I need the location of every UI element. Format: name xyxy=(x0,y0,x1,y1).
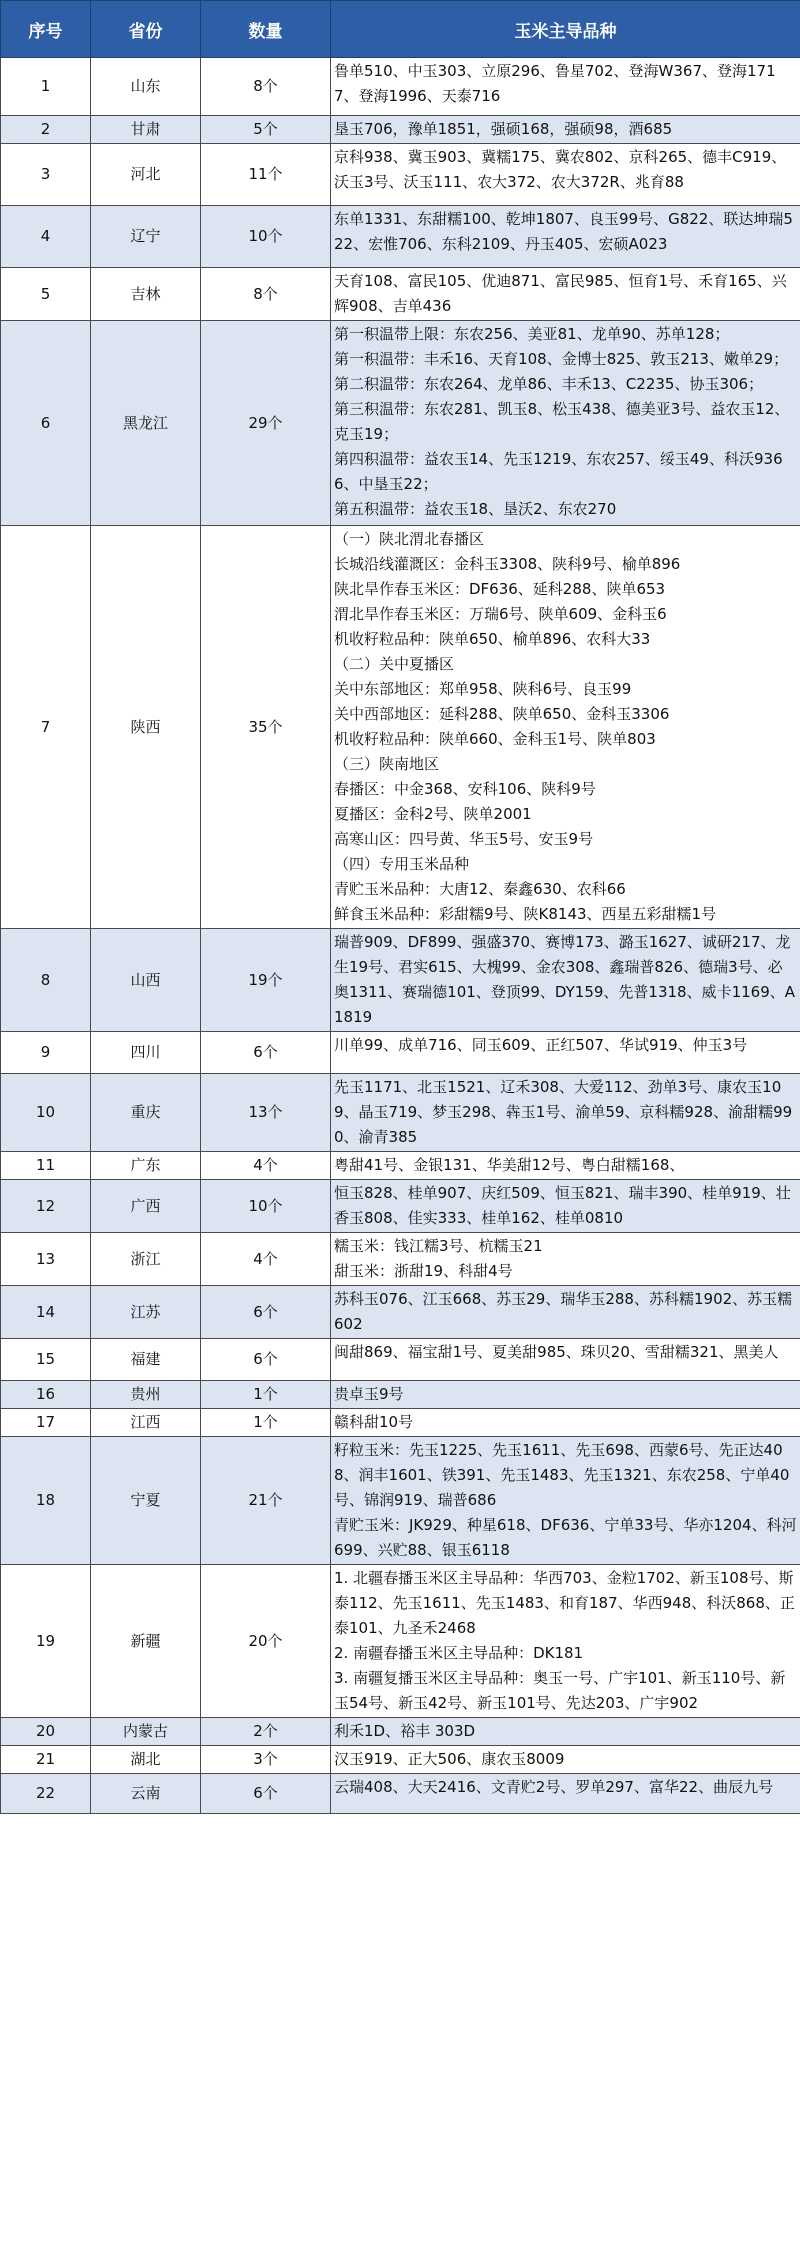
count-cell: 8个 xyxy=(201,268,331,321)
variety-line: 陕北旱作春玉米区：DF636、延科288、陕单653 xyxy=(334,580,666,598)
row-number: 3 xyxy=(1,144,91,206)
varieties-cell xyxy=(331,526,800,929)
row-number: 8 xyxy=(1,929,91,1032)
varieties-cell xyxy=(331,1152,800,1180)
variety-line: 汉玉919、正大506、康农玉8009 xyxy=(334,1750,565,1768)
table-row xyxy=(1,1339,800,1381)
province-cell: 江西 xyxy=(91,1409,201,1437)
variety-line: 关中东部地区：郑单958、陕科6号、良玉99 xyxy=(334,680,632,698)
count-cell: 29个 xyxy=(201,321,331,526)
table-row xyxy=(1,1286,800,1339)
count-cell: 10个 xyxy=(201,1180,331,1233)
variety-line: 机收籽粒品种：陕单650、榆单896、农科大33 xyxy=(334,630,651,648)
count-cell: 6个 xyxy=(201,1032,331,1074)
variety-line: 夏播区：金科2号、陕单2001 xyxy=(334,805,532,823)
variety-line: 闽甜869、福宝甜1号、夏美甜985、珠贝20、雪甜糯321、黑美人 xyxy=(334,1343,779,1361)
table-row xyxy=(1,321,800,526)
varieties-cell xyxy=(331,1032,800,1074)
variety-line: 粤甜41号、金银131、华美甜12号、粤白甜糯168、 xyxy=(334,1156,685,1174)
count-cell: 6个 xyxy=(201,1339,331,1381)
count-cell: 4个 xyxy=(201,1233,331,1286)
table-row xyxy=(1,526,800,929)
count-cell: 6个 xyxy=(201,1286,331,1339)
count-cell: 21个 xyxy=(201,1437,331,1565)
variety-line: 1. 北疆春播玉米区主导品种：华西703、金粒1702、新玉108号、斯泰112、先玉1611、先玉1483、和育187、华西948、科沃868、正泰101、九圣禾2468 xyxy=(334,1569,795,1637)
varieties-cell xyxy=(331,1746,800,1774)
header-row xyxy=(1,1,800,58)
count-cell: 1个 xyxy=(201,1381,331,1409)
count-cell: 10个 xyxy=(201,206,331,268)
table-row xyxy=(1,929,800,1032)
count-cell: 1个 xyxy=(201,1409,331,1437)
variety-line: 赣科甜10号 xyxy=(334,1413,414,1431)
count-cell: 8个 xyxy=(201,58,331,116)
province-cell: 吉林 xyxy=(91,268,201,321)
province-cell: 广东 xyxy=(91,1152,201,1180)
province-cell: 陕西 xyxy=(91,526,201,929)
header-province: 省份 xyxy=(91,1,201,58)
variety-line: 糯玉米：钱江糯3号、杭糯玉21 xyxy=(334,1237,543,1255)
variety-line: 2. 南疆春播玉米区主导品种：DK181 xyxy=(334,1644,584,1662)
row-number: 16 xyxy=(1,1381,91,1409)
variety-line: 机收籽粒品种：陕单660、金科玉1号、陕单803 xyxy=(334,730,656,748)
variety-line: 甜玉米：浙甜19、科甜4号 xyxy=(334,1262,513,1280)
province-cell: 浙江 xyxy=(91,1233,201,1286)
table-row xyxy=(1,1152,800,1180)
table-row xyxy=(1,1565,800,1718)
table-row xyxy=(1,1074,800,1152)
row-number: 17 xyxy=(1,1409,91,1437)
province-cell: 宁夏 xyxy=(91,1437,201,1565)
variety-line: 长城沿线灌溉区：金科玉3308、陕科9号、榆单896 xyxy=(334,555,681,573)
row-number: 21 xyxy=(1,1746,91,1774)
row-number: 7 xyxy=(1,526,91,929)
varieties-cell xyxy=(331,321,800,526)
table-row xyxy=(1,1774,800,1814)
table-row xyxy=(1,1437,800,1565)
count-cell: 35个 xyxy=(201,526,331,929)
variety-line: 贵卓玉9号 xyxy=(334,1385,404,1403)
row-number: 13 xyxy=(1,1233,91,1286)
varieties-cell xyxy=(331,929,800,1032)
varieties-cell xyxy=(331,206,800,268)
variety-line: 瑞普909、DF899、强盛370、赛博173、潞玉1627、诚研217、龙生19号、君实615、大槐99、金农308、鑫瑞普826、德瑞3号、必奥1311、赛瑞德101、登顶99、DY159、先普1318、威卡1169、A1819 xyxy=(334,933,796,1026)
header-no: 序号 xyxy=(1,1,91,58)
table-row xyxy=(1,1409,800,1437)
table-row xyxy=(1,268,800,321)
row-number: 5 xyxy=(1,268,91,321)
row-number: 20 xyxy=(1,1718,91,1746)
header-count: 数量 xyxy=(201,1,331,58)
variety-line: （三）陕南地区 xyxy=(334,755,440,773)
variety-line: （四）专用玉米品种 xyxy=(334,855,470,873)
table-row xyxy=(1,1746,800,1774)
province-cell: 贵州 xyxy=(91,1381,201,1409)
variety-line: 恒玉828、桂单907、庆红509、恒玉821、瑞丰390、桂单919、壮香玉808、佳实333、桂单162、桂单0810 xyxy=(334,1184,791,1227)
variety-line: 青贮玉米品种：大唐12、秦鑫630、农科66 xyxy=(334,880,626,898)
province-cell: 内蒙古 xyxy=(91,1718,201,1746)
count-cell: 20个 xyxy=(201,1565,331,1718)
province-cell: 福建 xyxy=(91,1339,201,1381)
table-row xyxy=(1,1032,800,1074)
variety-line: 关中西部地区：延科288、陕单650、金科玉3306 xyxy=(334,705,670,723)
variety-line: 鲁单510、中玉303、立原296、鲁星702、登海W367、登海1717、登海1996、天泰716 xyxy=(334,62,776,105)
table-row xyxy=(1,58,800,116)
varieties-cell xyxy=(331,58,800,116)
row-number: 12 xyxy=(1,1180,91,1233)
variety-line: 川单99、成单716、同玉609、正红507、华试919、仲玉3号 xyxy=(334,1036,748,1054)
province-cell: 甘肃 xyxy=(91,116,201,144)
row-number: 6 xyxy=(1,321,91,526)
table-row xyxy=(1,144,800,206)
variety-line: （二）关中夏播区 xyxy=(334,655,455,673)
varieties-cell xyxy=(331,1381,800,1409)
table-row xyxy=(1,1381,800,1409)
variety-line: 高寒山区：四号黄、华玉5号、安玉9号 xyxy=(334,830,594,848)
row-number: 15 xyxy=(1,1339,91,1381)
province-cell: 黑龙江 xyxy=(91,321,201,526)
varieties-cell xyxy=(331,144,800,206)
varieties-cell xyxy=(331,268,800,321)
province-cell: 河北 xyxy=(91,144,201,206)
province-cell: 四川 xyxy=(91,1032,201,1074)
row-number: 22 xyxy=(1,1774,91,1814)
province-cell: 山东 xyxy=(91,58,201,116)
count-cell: 11个 xyxy=(201,144,331,206)
table-row xyxy=(1,116,800,144)
variety-line: 渭北旱作春玉米区：万瑞6号、陕单609、金科玉6 xyxy=(334,605,667,623)
count-cell: 13个 xyxy=(201,1074,331,1152)
varieties-cell xyxy=(331,1286,800,1339)
variety-line: 籽粒玉米：先玉1225、先玉1611、先玉698、西蒙6号、先正达408、润丰1601、铁391、先玉1483、先玉1321、东农258、宁单40号、锦润919、瑞普686 xyxy=(334,1441,790,1509)
varieties-cell xyxy=(331,1437,800,1565)
header-varieties: 玉米主导品种 xyxy=(331,1,800,58)
varieties-cell xyxy=(331,1074,800,1152)
variety-line: 第一积温带上限：东农256、美亚81、龙单90、苏单128； xyxy=(334,325,730,343)
province-cell: 新疆 xyxy=(91,1565,201,1718)
variety-line: 第四积温带：益农玉14、先玉1219、东农257、绥玉49、科沃9366、中垦玉22； xyxy=(334,450,783,493)
varieties-cell xyxy=(331,1409,800,1437)
variety-line: 鲜食玉米品种：彩甜糯9号、陕K8143、西星五彩甜糯1号 xyxy=(334,905,717,923)
row-number: 10 xyxy=(1,1074,91,1152)
count-cell: 3个 xyxy=(201,1746,331,1774)
table-row xyxy=(1,206,800,268)
variety-line: 青贮玉米：JK929、种星618、DF636、宁单33号、华亦1204、科河699、兴贮88、银玉6118 xyxy=(334,1516,797,1559)
count-cell: 4个 xyxy=(201,1152,331,1180)
province-cell: 山西 xyxy=(91,929,201,1032)
row-number: 9 xyxy=(1,1032,91,1074)
varieties-cell xyxy=(331,1774,800,1814)
count-cell: 19个 xyxy=(201,929,331,1032)
row-number: 19 xyxy=(1,1565,91,1718)
table-row xyxy=(1,1718,800,1746)
row-number: 4 xyxy=(1,206,91,268)
variety-line: 垦玉706，豫单1851，强硕168，强硕98，酒685 xyxy=(334,120,673,138)
row-number: 18 xyxy=(1,1437,91,1565)
variety-line: 第二积温带：东农264、龙单86、丰禾13、C2235、协玉306； xyxy=(334,375,764,393)
province-cell: 辽宁 xyxy=(91,206,201,268)
province-cell: 云南 xyxy=(91,1774,201,1814)
variety-line: 天育108、富民105、优迪871、富民985、恒育1号、禾育165、兴辉908、吉单436 xyxy=(334,272,787,315)
province-cell: 湖北 xyxy=(91,1746,201,1774)
table-row xyxy=(1,1233,800,1286)
province-cell: 广西 xyxy=(91,1180,201,1233)
variety-line: （一）陕北渭北春播区 xyxy=(334,530,485,548)
varieties-cell xyxy=(331,116,800,144)
count-cell: 2个 xyxy=(201,1718,331,1746)
variety-line: 第三积温带：东农281、凯玉8、松玉438、德美亚3号、益农玉12、克玉19； xyxy=(334,400,790,443)
row-number: 14 xyxy=(1,1286,91,1339)
varieties-cell xyxy=(331,1180,800,1233)
variety-line: 先玉1171、北玉1521、辽禾308、大爱112、劲单3号、康农玉109、晶玉719、梦玉298、犇玉1号、渝单59、京科糯928、渝甜糯990、渝青385 xyxy=(334,1078,793,1146)
varieties-cell xyxy=(331,1339,800,1381)
count-cell: 5个 xyxy=(201,116,331,144)
varieties-cell xyxy=(331,1718,800,1746)
table-row xyxy=(1,1180,800,1233)
variety-line: 第一积温带：丰禾16、天育108、金博士825、敦玉213、嫩单29； xyxy=(334,350,789,368)
variety-line: 东单1331、东甜糯100、乾坤1807、良玉99号、G822、联达坤瑞522、宏惟706、东科2109、丹玉405、宏硕A023 xyxy=(334,210,793,253)
variety-line: 第五积温带：益农玉18、垦沃2、东农270 xyxy=(334,500,617,518)
varieties-cell xyxy=(331,1565,800,1718)
variety-line: 春播区：中金368、安科106、陕科9号 xyxy=(334,780,596,798)
count-cell: 6个 xyxy=(201,1774,331,1814)
varieties-cell xyxy=(331,1233,800,1286)
variety-line: 3. 南疆复播玉米区主导品种：奥玉一号、广宇101、新玉110号、新玉54号、新玉42号、新玉101号、先达203、广宇902 xyxy=(334,1669,786,1712)
variety-line: 苏科玉076、江玉668、苏玉29、瑞华玉288、苏科糯1902、苏玉糯602 xyxy=(334,1290,793,1333)
variety-line: 京科938、冀玉903、冀糯175、冀农802、京科265、德丰C919、沃玉3号、沃玉111、农大372、农大372R、兆育88 xyxy=(334,148,787,191)
province-cell: 重庆 xyxy=(91,1074,201,1152)
variety-line: 利禾1D、裕丰 303D xyxy=(334,1722,476,1740)
table-body xyxy=(1,58,800,1814)
province-cell: 江苏 xyxy=(91,1286,201,1339)
row-number: 11 xyxy=(1,1152,91,1180)
variety-line: 云瑞408、大天2416、文青贮2号、罗单297、富华22、曲辰九号 xyxy=(334,1778,774,1796)
row-number: 1 xyxy=(1,58,91,116)
row-number: 2 xyxy=(1,116,91,144)
